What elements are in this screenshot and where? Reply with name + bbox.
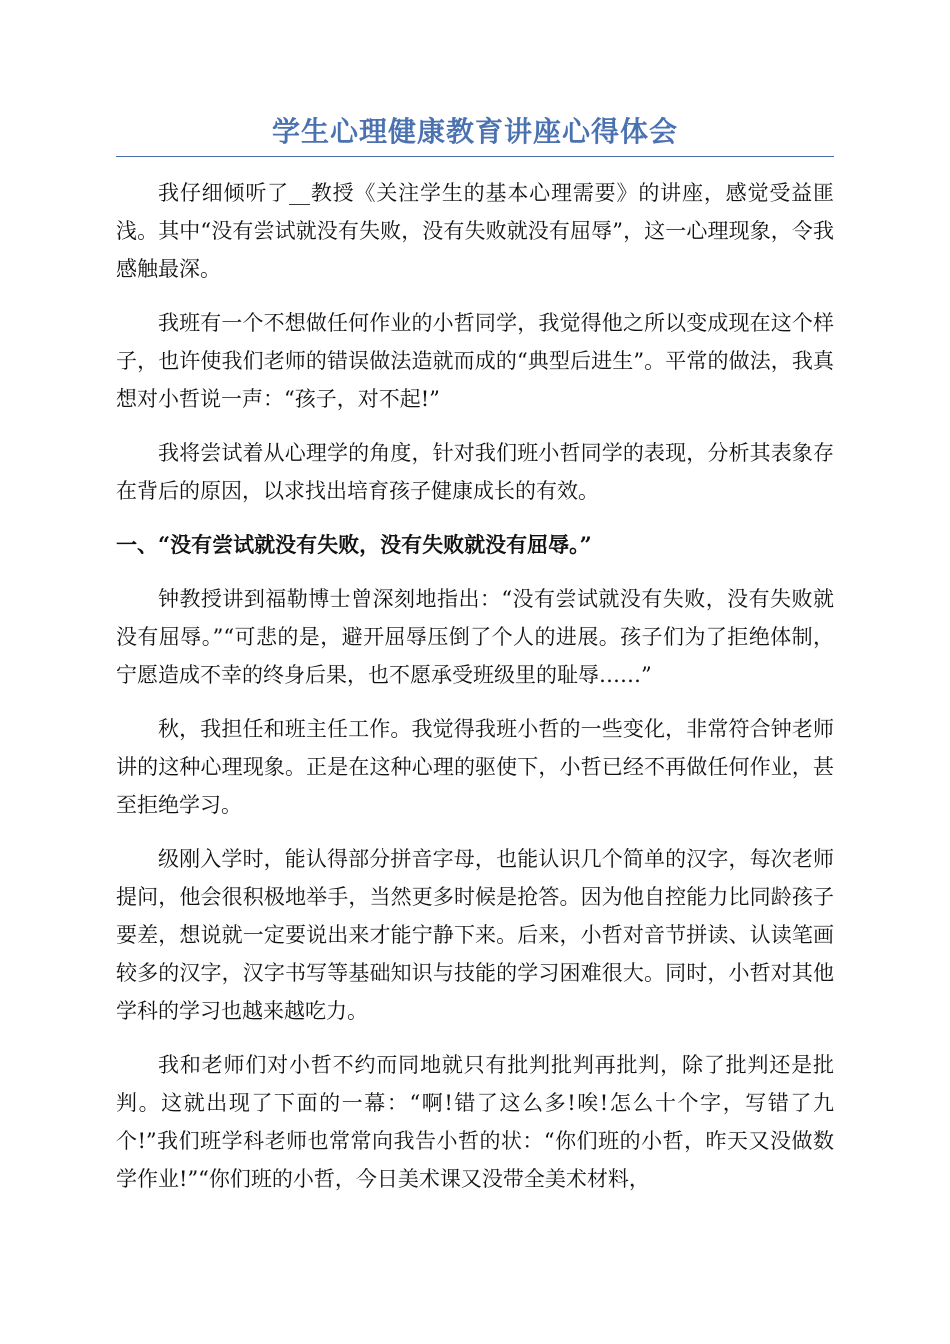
document-body <box>116 174 834 1214</box>
paragraph: 我将尝试着从心理学的角度，针对我们班小哲同学的表现，分析其表象存在背后的原因，以求找出培育孩子健康成长的有效。 <box>116 441 834 503</box>
section-heading: 一、“没有尝试就没有失败，没有失败就没有屈辱。” <box>116 532 592 557</box>
paragraph: 我和老师们对小哲不约而同地就只有批判批判再批判，除了批判还是批判。这就出现了下面的一幕：“啊!错了这么多!唉!怎么十个字，写错了九个!”我们班学科老师也常常向我告小哲的状：“你们班的小哲，昨天又没做数学作业!”“你们班的小哲，今日美术课又没带全美术材料， <box>116 1053 834 1191</box>
paragraph: 我仔细倾听了__教授《关注学生的基本心理需要》的讲座，感觉受益匪浅。其中“没有尝试就没有失败，没有失败就没有屈辱”，这一心理现象，令我感触最深。 <box>116 181 834 281</box>
paragraph: 级刚入学时，能认得部分拼音字母，也能认识几个简单的汉字，每次老师提问，他会很积极地举手，当然更多时候是抢答。因为他自控能力比同龄孩子要差，想说就一定要说出来才能宁静下来。后来，小哲对音节拼读、认读笔画较多的汉字，汉字书写等基础知识与技能的学习困难很大。同时，小哲对其他学科的学习也越来越吃力。 <box>116 847 834 1023</box>
paragraph: 秋，我担任和班主任工作。我觉得我班小哲的一些变化，非常符合钟老师讲的这种心理现象。正是在这种心理的驱使下，小哲已经不再做任何作业，甚至拒绝学习。 <box>116 717 834 817</box>
paragraph: 钟教授讲到福勒博士曾深刻地指出：“没有尝试就没有失败，没有失败就没有屈辱。”“可悲的是，避开屈辱压倒了个人的进展。孩子们为了拒绝体制，宁愿造成不幸的终身后果，也不愿承受班级里的耻辱……” <box>116 587 834 687</box>
document-title: 学生心理健康教育讲座心得体会 <box>271 115 678 148</box>
paragraph: 我班有一个不想做任何作业的小哲同学，我觉得他之所以变成现在这个样子，也许使我们老师的错误做法造就而成的“典型后进生”。平常的做法，我真想对小哲说一声：“孩子，对不起!” <box>116 311 834 411</box>
title-block <box>116 114 834 157</box>
